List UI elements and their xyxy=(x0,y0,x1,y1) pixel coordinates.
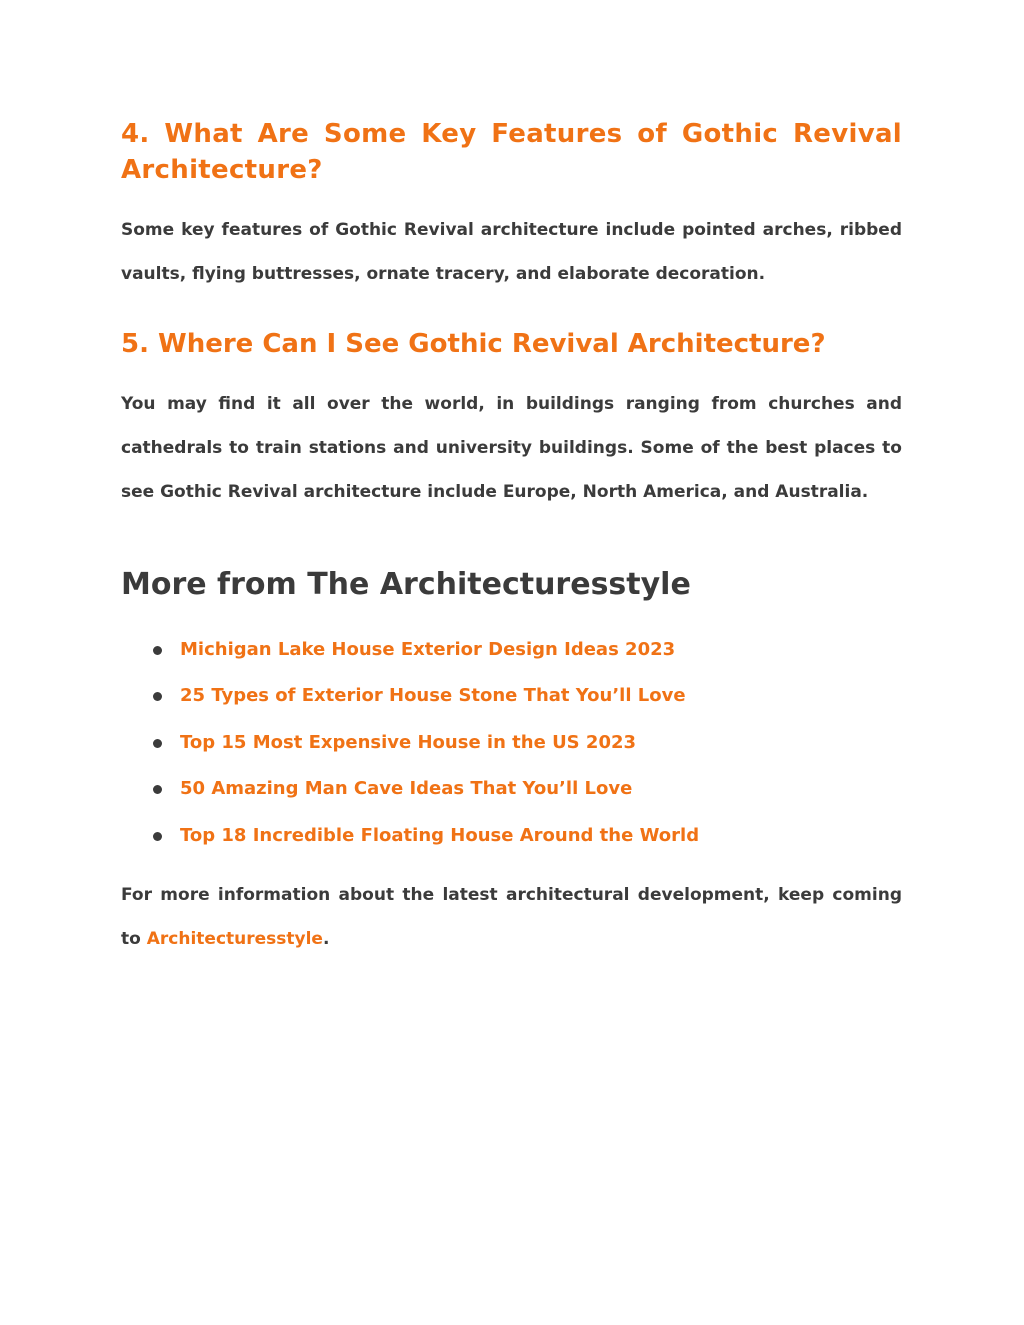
related-links-list xyxy=(121,627,902,859)
bullet-icon xyxy=(153,692,162,701)
closing-paragraph xyxy=(121,873,902,961)
bullet-icon xyxy=(153,739,162,748)
more-section-title: More from The Architecturesstyle xyxy=(121,567,691,602)
list-item xyxy=(121,627,902,673)
list-item xyxy=(121,766,902,812)
related-link-exterior-house-stone[interactable]: 25 Types of Exterior House Stone That You’ll Love xyxy=(180,685,686,707)
faq-question-4-heading: 4. What Are Some Key Features of Gothic Revival Architecture? xyxy=(121,119,902,185)
document-page xyxy=(121,116,902,961)
closing-period: . xyxy=(322,928,330,949)
list-item xyxy=(121,673,902,719)
related-link-floating-house[interactable]: Top 18 Incredible Floating House Around the World xyxy=(180,824,700,846)
list-item xyxy=(121,813,902,859)
architecturesstyle-link[interactable]: Architecturesstyle xyxy=(146,928,323,949)
bullet-icon xyxy=(153,646,162,655)
faq-question-4-answer: Some key features of Gothic Revival architecture include pointed arches, ribbed vaults, flying buttresses, ornate tracery, and elaborate decoration. xyxy=(121,220,902,284)
list-item xyxy=(121,720,902,766)
related-link-man-cave-ideas[interactable]: 50 Amazing Man Cave Ideas That You’ll Love xyxy=(180,778,633,800)
faq-question-5-answer: You may find it all over the world, in buildings ranging from churches and cathedrals to train stations and university buildings. Some of the best places to see Gothic Revival architecture include Europe, North America, and Australia. xyxy=(121,394,902,502)
closing-text: For more information about the latest architectural development, keep coming to xyxy=(121,884,902,949)
related-link-most-expensive-house[interactable]: Top 15 Most Expensive House in the US 2023 xyxy=(180,731,637,753)
bullet-icon xyxy=(153,785,162,794)
faq-question-5-heading: 5. Where Can I See Gothic Revival Architecture? xyxy=(121,329,826,359)
related-link-michigan-lake-house[interactable]: Michigan Lake House Exterior Design Ideas 2023 xyxy=(180,639,676,660)
bullet-icon xyxy=(153,832,162,841)
